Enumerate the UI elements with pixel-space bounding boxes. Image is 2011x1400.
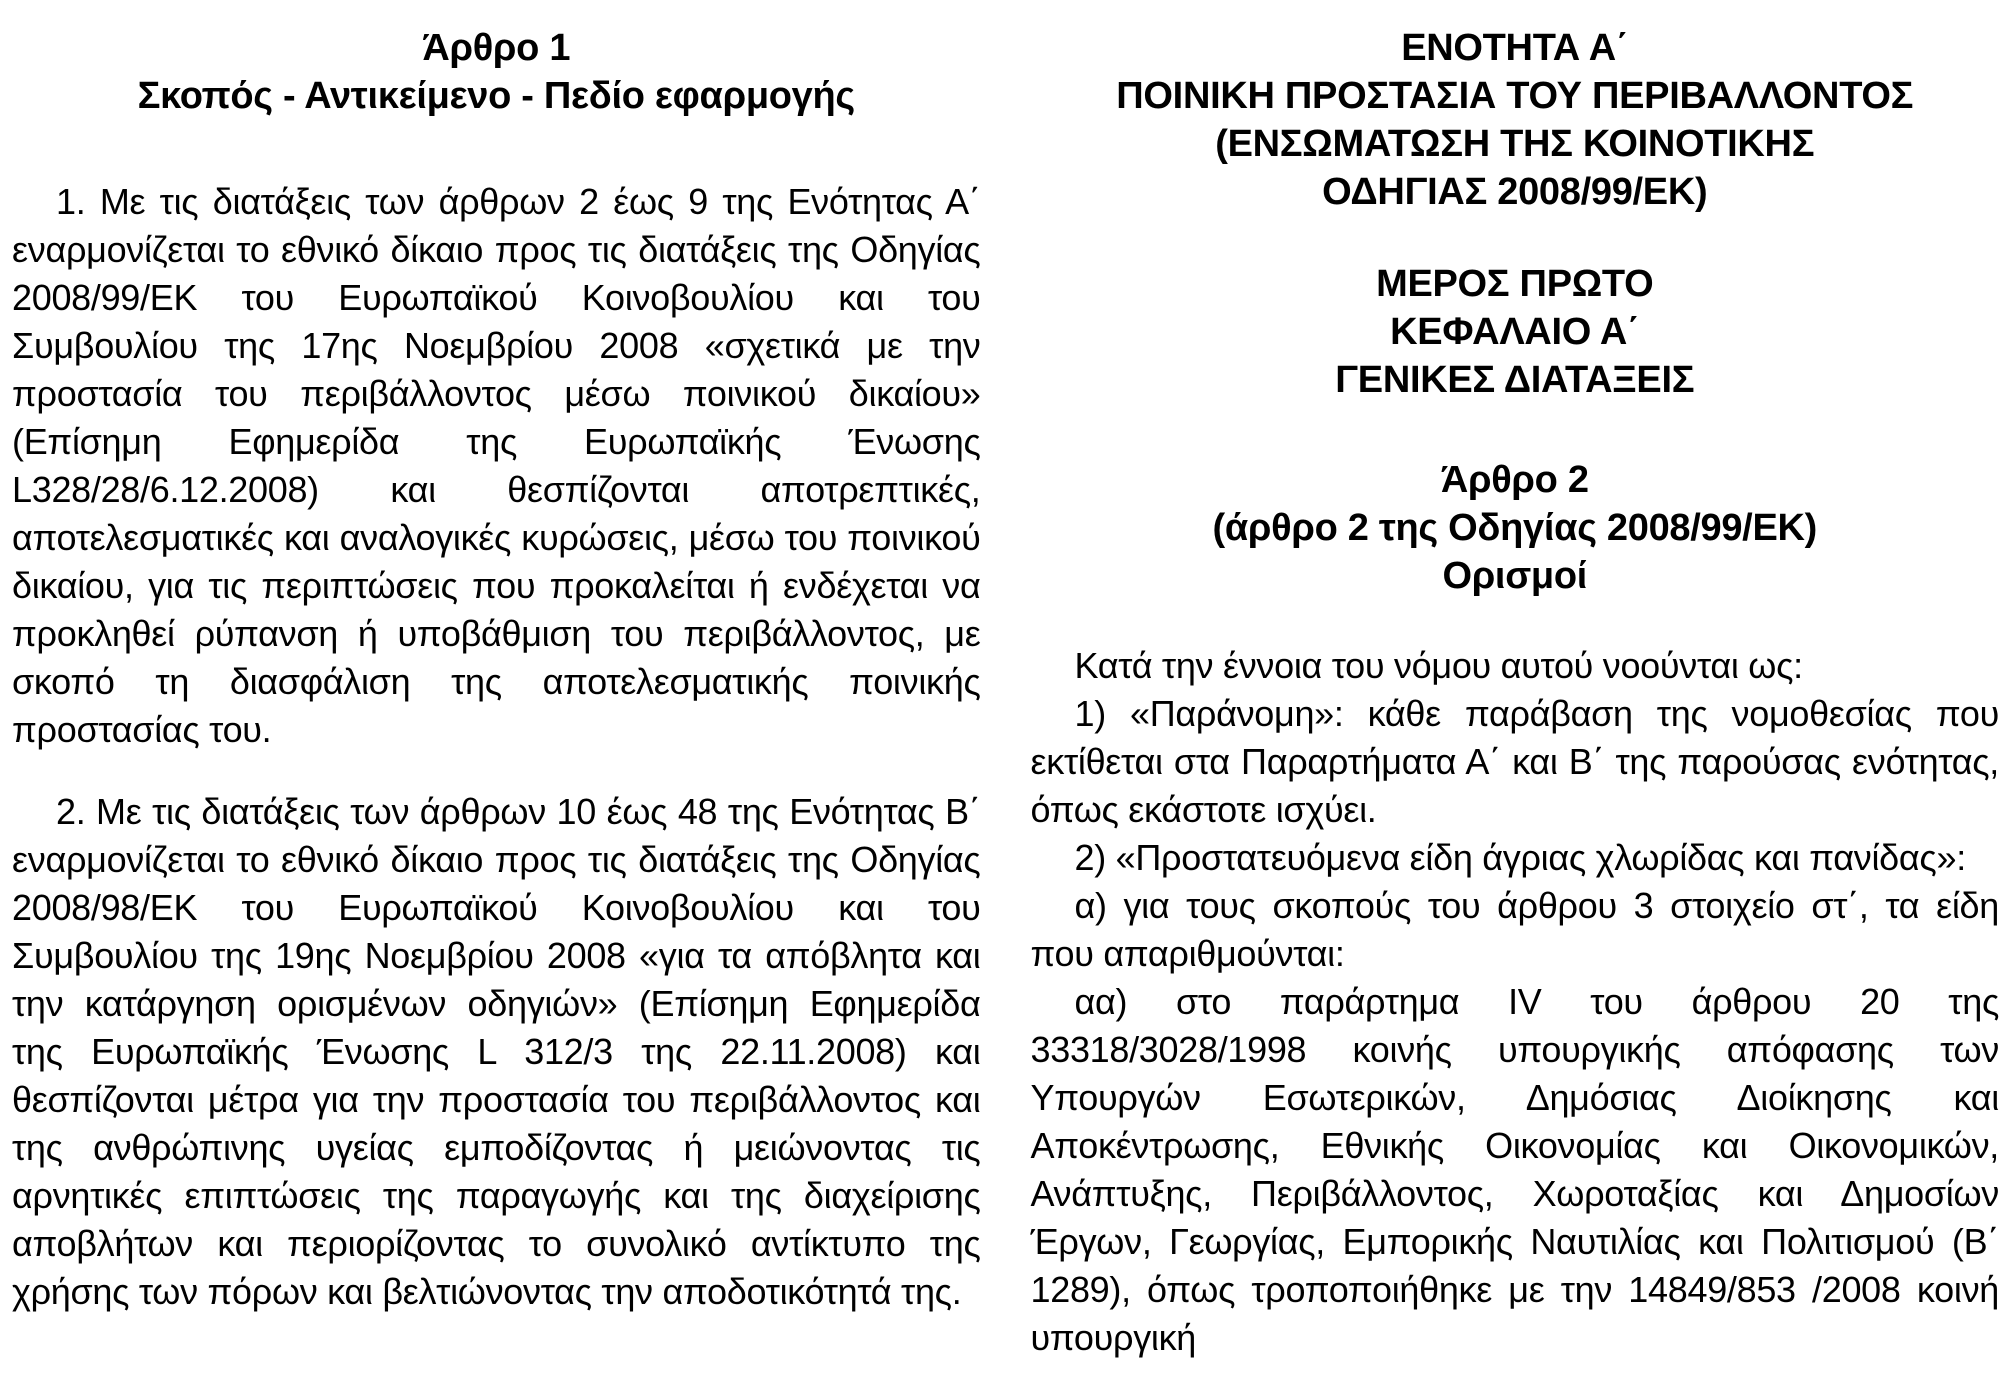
article-2-definition-2a: α) για τους σκοπούς του άρθρου 3 στοιχείο στ΄, τα είδη που απαριθμούνται: <box>1030 885 1999 974</box>
part-one-heading-line-1: ΜΕΡΟΣ ΠΡΩΤΟ <box>1376 263 1654 305</box>
article-2-subtitle: Ορισμοί <box>1442 555 1588 597</box>
article-1-body <box>12 178 981 1316</box>
article-2-body <box>1031 642 2000 1362</box>
article-1-paragraph-2: 2. Με τις διατάξεις των άρθρων 10 έως 48 της Ενότητας Β΄ εναρμονίζεται το εθνικό δίκαιο προς τις διατάξεις της Οδηγίας 2008/98/ΕΚ του Ευρωπαϊκού Κοινοβουλίου και του Συμβουλίου της 19ης Νοεμβρίου 2008 «για τα απόβλητα και την κατάργηση ορισμένων οδηγιών» (Επίσημη Εφημερίδα της Ευρωπαϊκής Ένωσης L 312/3 της 22.11.2008) και θεσπίζονται μέτρα για την προστασία του περιβάλλοντος και της ανθρώπινης υγείας εμποδίζοντας ή μειώνοντας τις αρνητικές επιπτώσεις της παραγωγής και της διαχείρισης αποβλήτων και περιορίζοντας το συνολικό αντίκτυπο της χρήσης των πόρων και βελτιώνοντας την αποδοτικότητά της. <box>12 791 981 1312</box>
part-one-heading <box>1031 260 2000 404</box>
article-1-title: Άρθρο 1 <box>422 27 571 69</box>
article-2-definition-2: 2) «Προστατευόμενα είδη άγριας χλωρίδας και πανίδας»: <box>1074 837 1966 878</box>
article-2-definition-1: 1) «Παράνομη»: κάθε παράβαση της νομοθεσίας που εκτίθεται στα Παραρτήματα Α΄ και Β΄ της παρούσας ενότητας, όπως εκάστοτε ισχύει. <box>1030 693 1999 830</box>
part-one-heading-line-2: ΚΕΦΑΛΑΙΟ Α΄ <box>1390 311 1640 353</box>
article-2-intro: Κατά την έννοια του νόμου αυτού νοούνται ως: <box>1074 645 1803 686</box>
section-a-heading-line-4: ΟΔΗΓΙΑΣ 2008/99/ΕΚ) <box>1322 171 1708 213</box>
article-1-paragraph-1: 1. Με τις διατάξεις των άρθρων 2 έως 9 της Ενότητας Α΄ εναρμονίζεται το εθνικό δίκαιο προς τις διατάξεις της Οδηγίας 2008/99/ΕΚ του Ευρωπαϊκού Κοινοβουλίου και του Συμβουλίου της 17ης Νοεμβρίου 2008 «σχετικά με την προστασία του περιβάλλοντος μέσω ποινικού δικαίου» (Επίσημη Εφημερίδα της Ευρωπαϊκής Ένωσης L328/28/6.12.2008) και θεσπίζονται αποτρεπτικές, αποτελεσματικές και αναλογικές κυρώσεις, μέσω του ποινικού δικαίου, για τις περιπτώσεις που προκαλείται ή ενδέχεται να προκληθεί ρύπανση ή υποβάθμιση του περιβάλλοντος, με σκοπό τη διασφάλιση της αποτελεσματικής ποινικής προστασίας του. <box>12 181 981 750</box>
left-column <box>12 24 981 1400</box>
section-a-heading <box>1031 24 2000 216</box>
right-column <box>1031 24 2000 1400</box>
article-2-reference: (άρθρο 2 της Οδηγίας 2008/99/ΕΚ) <box>1212 507 1817 549</box>
article-2-definition-2aa: αα) στο παράρτημα IV του άρθρου 20 της 33318/3028/1998 κοινής υπουργικής απόφασης των Υπουργών Εσωτερικών, Δημόσιας Διοίκησης και Αποκέντρωσης, Εθνικής Οικονομίας και Οικονομικών, Ανάπτυξης, Περιβάλλοντος, Χωροταξίας και Δημοσίων Έργων, Γεωργίας, Εμπορικής Ναυτιλίας και Πολιτισμού (Β΄ 1289), όπως τροποποιήθηκε με την 14849/853 /2008 κοινή υπουργική <box>1030 981 1999 1358</box>
section-a-heading-line-1: ΕΝΟΤΗΤΑ Α΄ <box>1401 27 1629 69</box>
article-1-subtitle: Σκοπός - Αντικείμενο - Πεδίο εφαρμογής <box>137 75 855 117</box>
article-1-heading <box>12 24 981 120</box>
section-a-heading-line-3: (ΕΝΣΩΜΑΤΩΣΗ ΤΗΣ ΚΟΙΝΟΤΙΚΗΣ <box>1215 123 1815 165</box>
article-2-title: Άρθρο 2 <box>1440 459 1589 501</box>
part-one-heading-line-3: ΓΕΝΙΚΕΣ ΔΙΑΤΑΞΕΙΣ <box>1335 359 1695 401</box>
article-2-heading <box>1031 456 2000 600</box>
section-a-heading-line-2: ΠΟΙΝΙΚΗ ΠΡΟΣΤΑΣΙΑ ΤΟΥ ΠΕΡΙΒΑΛΛΟΝΤΟΣ <box>1116 75 1914 117</box>
